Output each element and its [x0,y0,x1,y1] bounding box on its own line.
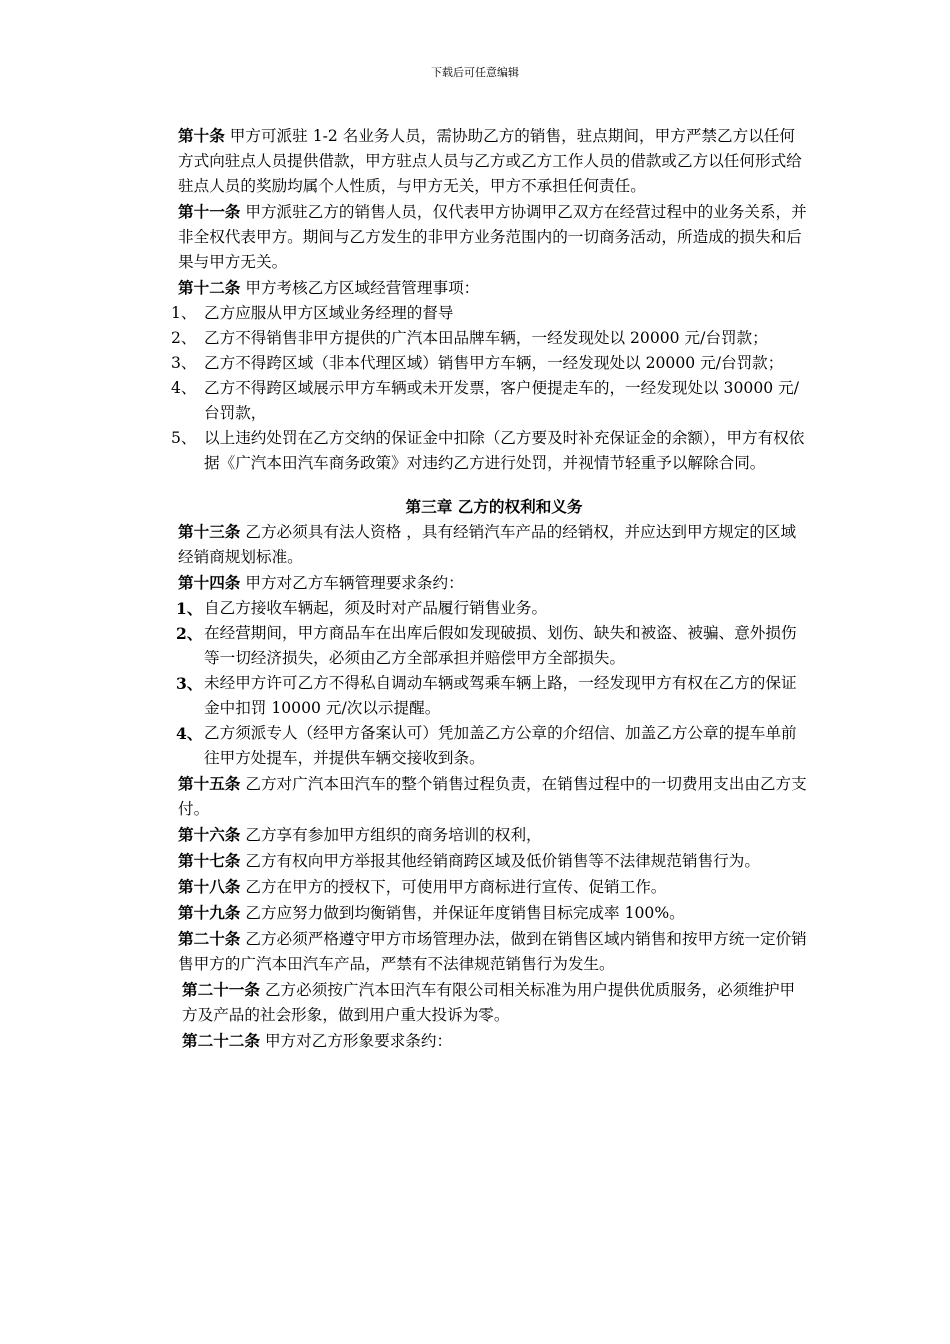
article-title: 第十九条 [178,903,241,922]
item-number: 2、 [171,329,197,347]
article-title: 第十四条 [178,573,241,592]
list-item [171,326,810,351]
article-text: 乙方必须具有法人资格 ，具有经销汽车产品的经销权，并应达到甲方规定的区域经销商规划标准。 [178,523,797,566]
article-10 [178,123,810,199]
article-22 [178,1028,810,1054]
article-text: 乙方对广汽本田汽车的整个销售过程负责，在销售过程中的一切费用支出由乙方支付。 [178,775,807,818]
item-number: 4、 [176,724,203,743]
article-13 [178,519,810,570]
item-text: 自乙方接收车辆起，须及时对产品履行销售业务。 [204,599,548,617]
article-text: 乙方有权向甲方举报其他经销商跨区域及低价销售等不法律规范销售行为。 [245,852,760,870]
article-text: 乙方必须严格遵守甲方市场管理办法，做到在销售区域内销售和按甲方统一定价销售甲方的广汽本田汽车产品，严禁有不法律规范销售行为发生。 [178,930,807,973]
item-text: 以上违约处罚在乙方交纳的保证金中扣除（乙方要及时补充保证金的余额），甲方有权依据《广汽本田汽车商务政策》对违约乙方进行处罚，并视情节轻重予以解除合同。 [204,429,805,472]
item-number: 3、 [176,674,203,693]
document-body [171,123,810,1054]
article-title: 第十七条 [178,851,241,870]
item-number: 3、 [171,354,197,372]
article-text: 乙方必须按广汽本田汽车有限公司相关标准为用户提供优质服务，必须维护甲方及产品的社会形象，做到用户重大投诉为零。 [182,981,796,1024]
item-text: 在经营期间，甲方商品车在出库后假如发现破损、划伤、缺失和被盗、被骗、意外损伤等一切经济损失，必须由乙方全部承担并赔偿甲方全部损失。 [204,624,797,667]
list-item [178,671,810,721]
item-text: 乙方应服从甲方区域业务经理的督导 [204,304,454,322]
article-title: 第十三条 [178,522,241,541]
item-number: 1、 [176,599,203,618]
list-item [178,621,810,671]
article-17 [178,848,810,874]
item-text: 乙方不得跨区域（非本代理区域）销售甲方车辆，一经发现处以 20000 元/台罚款； [204,354,784,372]
item-text: 乙方不得销售非甲方提供的广汽本田品牌车辆，一经发现处以 20000 元/台罚款； [204,329,768,347]
list-item [171,426,810,476]
article-title: 第十五条 [178,774,241,793]
article-title: 第十六条 [178,825,241,844]
list-item [171,376,810,426]
list-item [171,301,810,326]
article-14 [178,570,810,596]
article-title: 第十八条 [178,877,241,896]
article-text: 甲方可派驻 1-2 名业务人员，需协助乙方的销售，驻点期间，甲方严禁乙方以任何方式向驻点人员提供借款，甲方驻点人员与乙方或乙方工作人员的借款或乙方以任何形式给驻点人员的奖励均属个人性质，与甲方无关，甲方不承担任何责任。 [178,127,802,195]
item-number: 5、 [171,429,197,447]
page-header: 下载后可任意编辑 [431,66,519,79]
article-title: 第十二条 [178,278,241,297]
article-20 [178,926,810,977]
article-title: 第十一条 [178,202,241,221]
article-text: 乙方应努力做到均衡销售，并保证年度销售目标完成率 100%。 [245,904,685,922]
article-text: 甲方考核乙方区域经营管理事项： [245,279,480,297]
item-number: 2、 [176,624,203,643]
list-item [178,596,810,621]
item-text: 乙方须派专人（经甲方备案认可）凭加盖乙方公章的介绍信、加盖乙方公章的提车单前往甲方处提车，并提供车辆交接收到条。 [204,724,797,767]
article-text: 甲方对乙方车辆管理要求条约： [245,574,464,592]
chapter-heading: 第三章 乙方的权利和义务 [405,497,583,516]
article-text: 甲方派驻乙方的销售人员，仅代表甲方协调甲乙双方在经营过程中的业务关系，并非全权代表甲方。期间与乙方发生的非甲方业务范围内的一切商务活动，所造成的损失和后果与甲方无关。 [178,203,807,271]
article-19 [178,900,810,926]
article-18 [178,874,810,900]
article-15 [178,771,810,822]
item-text: 未经甲方许可乙方不得私自调动车辆或驾乘车辆上路，一经发现甲方有权在乙方的保证金中扣罚 10000 元/次以示提醒。 [204,674,797,717]
article-12 [178,275,810,301]
article-title: 第二十二条 [182,1031,260,1050]
article-text: 乙方在甲方的授权下，可使用甲方商标进行宣传、促销工作。 [245,878,667,896]
list-item [178,721,810,771]
article-21 [178,977,810,1028]
item-text: 乙方不得跨区域展示甲方车辆或未开发票，客户便提走车的，一经发现处以 30000 元/台罚款， [204,379,799,422]
article-title: 第二十条 [178,929,241,948]
article-text: 甲方对乙方形象要求条约： [264,1032,453,1050]
article-11 [178,199,810,275]
list-item [171,351,810,376]
item-number: 4、 [171,379,197,397]
article-title: 第十条 [178,126,225,145]
article-16 [178,822,810,848]
article-text: 乙方享有参加甲方组织的商务培训的权利， [245,826,542,844]
article-title: 第二十一条 [182,980,260,999]
item-number: 1、 [171,304,197,322]
